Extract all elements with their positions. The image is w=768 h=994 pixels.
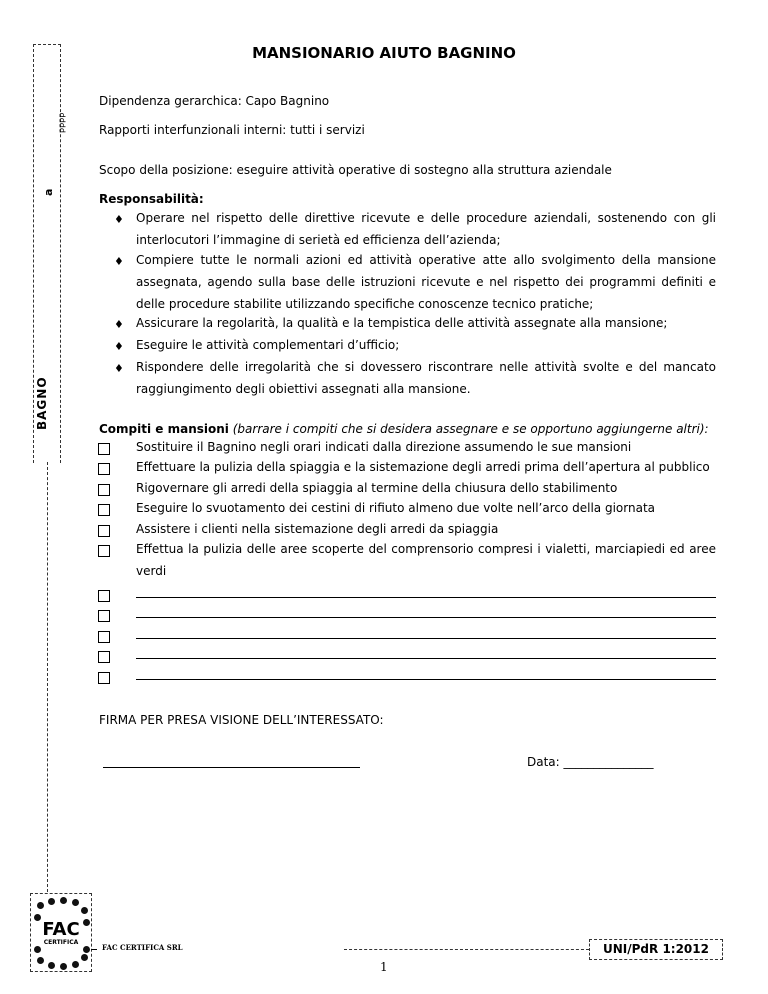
blank-task-line[interactable] <box>136 679 716 680</box>
sidebar-tiny-text: pppp <box>57 112 66 133</box>
blank-task-line[interactable] <box>136 617 716 618</box>
firma-label: FIRMA PER PRESA VISIONE DELL’INTERESSATO: <box>99 713 384 727</box>
signature-line[interactable] <box>103 767 360 768</box>
page-number: 1 <box>380 960 388 974</box>
blank-task-checkbox[interactable] <box>98 672 110 684</box>
bullet-icon: ♦ <box>114 213 124 226</box>
blank-task-checkbox[interactable] <box>98 631 110 643</box>
bullet-icon: ♦ <box>114 255 124 268</box>
logo-subtext: CERTIFICA <box>43 939 79 946</box>
bullet-icon: ♦ <box>114 340 124 353</box>
task-item: Effettuare la pulizia della spiaggia e la sistemazione degli arredi prima dell’apertura al pubblico <box>136 460 710 474</box>
responsabilita-item: Assicurare la regolarità, la qualità e la tempistica delle attività assegnate alla mansione; <box>136 316 668 330</box>
sidebar-label: BAGNO <box>35 376 49 430</box>
task-item: Eseguire lo svuotamento dei cestini di rifiuto almeno due volte nell’arco della giornata <box>136 501 655 515</box>
responsabilita-item: Rispondere delle irregolarità che si dovessero riscontrare nelle attività svolte e del mancato raggiungimento degli obiettivi assegnati alla mansione. <box>136 360 716 396</box>
fac-logo <box>30 893 92 972</box>
blank-task-checkbox[interactable] <box>98 590 110 602</box>
blank-task-line[interactable] <box>136 638 716 639</box>
task-checkbox[interactable] <box>98 504 110 516</box>
responsabilita-item: Compiere tutte le normali azioni ed attività operative atte allo svolgimento della mansione assegnata, agendo sulla base delle istruzioni ricevute e nel rispetto dei programmi definiti e delle procedure stabilite utilizzando specifiche conoscenze tecnico pratiche; <box>136 253 716 311</box>
company-name: FAC CERTIFICA SRL <box>102 943 183 952</box>
responsabilita-item: Operare nel rispetto delle direttive ricevute e delle procedure aziendali, sostenendo con gli interlocutori l’immagine di serietà ed efficienza dell’azienda; <box>136 211 716 247</box>
page-title: MANSIONARIO AIUTO BAGNINO <box>252 44 516 62</box>
sidebar-letter: a <box>42 188 55 196</box>
responsabilita-heading: Responsabilità: <box>99 192 204 206</box>
task-checkbox[interactable] <box>98 525 110 537</box>
logo-connector <box>91 949 97 950</box>
task-item: Rigovernare gli arredi della spiaggia al termine della chiusura dello stabilimento <box>136 481 618 495</box>
footer-dashed-line <box>344 949 589 950</box>
sidebar-dashed-line <box>47 462 48 892</box>
standard-badge: UNI/PdR 1:2012 <box>589 939 723 960</box>
bullet-icon: ♦ <box>114 362 124 375</box>
blank-task-checkbox[interactable] <box>98 610 110 622</box>
task-item: Sostituire il Bagnino negli orari indicati dalla direzione assumendo le sue mansioni <box>136 440 632 454</box>
date-field[interactable]: Data: _______________ <box>527 755 654 769</box>
blank-task-line[interactable] <box>136 658 716 659</box>
compiti-heading: Compiti e mansioni <box>99 422 229 436</box>
bullet-icon: ♦ <box>114 318 124 331</box>
logo-text: FAC <box>42 919 80 940</box>
blank-task-line[interactable] <box>136 597 716 598</box>
blank-task-checkbox[interactable] <box>98 651 110 663</box>
rapporti-line: Rapporti interfunzionali interni: tutti i servizi <box>99 123 365 137</box>
compiti-heading-row <box>99 422 709 436</box>
task-checkbox[interactable] <box>98 463 110 475</box>
task-item: Effettua la pulizia delle aree scoperte del comprensorio compresi i vialetti, marciapiedi ed aree verdi <box>136 542 716 578</box>
task-item: Assistere i clienti nella sistemazione degli arredi da spiaggia <box>136 522 499 536</box>
responsabilita-item: Eseguire le attività complementari d’ufficio; <box>136 338 400 352</box>
task-checkbox[interactable] <box>98 484 110 496</box>
dipendenza-line: Dipendenza gerarchica: Capo Bagnino <box>99 94 330 108</box>
task-checkbox[interactable] <box>98 545 110 557</box>
scopo-line: Scopo della posizione: eseguire attività operative di sostegno alla struttura aziendale <box>99 163 612 177</box>
task-checkbox[interactable] <box>98 443 110 455</box>
compiti-note: (barrare i compiti che si desidera assegnare e se opportuno aggiungerne altri): <box>232 422 709 436</box>
